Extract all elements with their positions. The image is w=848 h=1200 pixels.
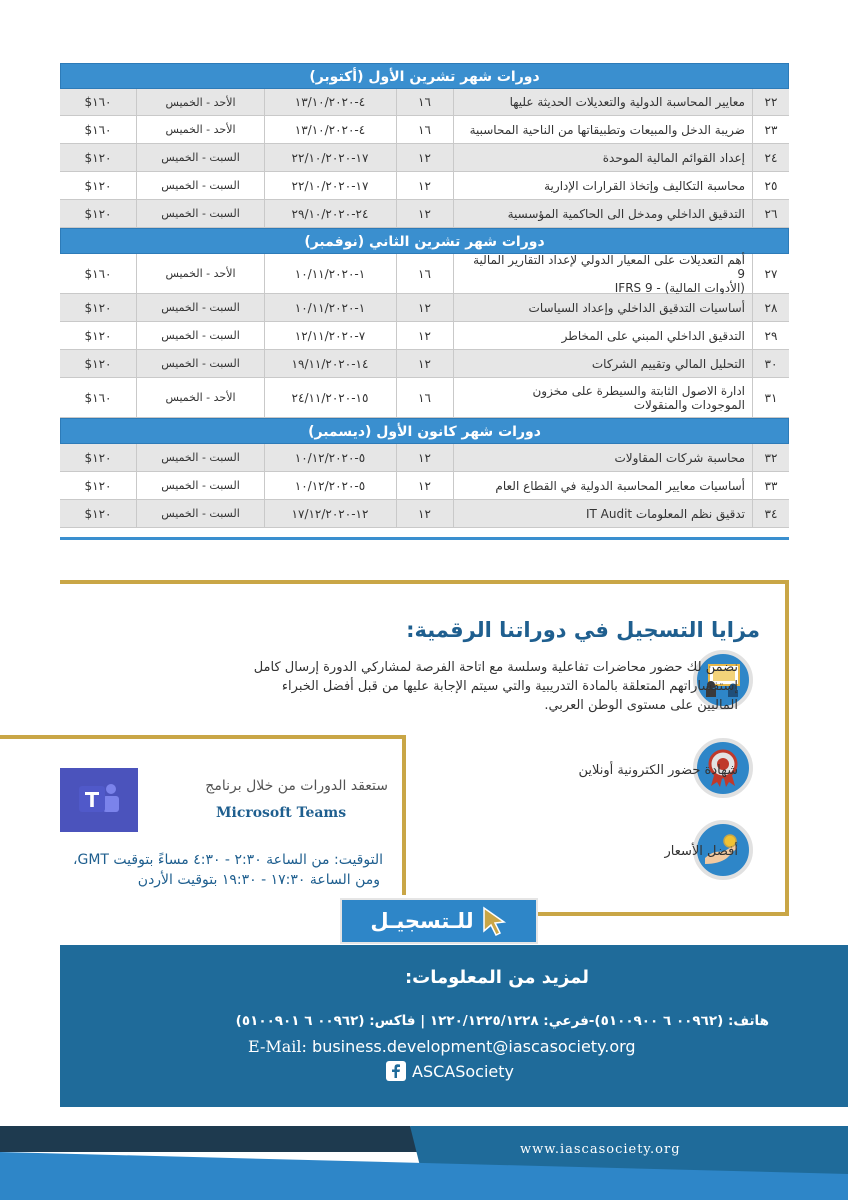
table-row xyxy=(60,200,789,228)
course-hours: ١٢ xyxy=(418,206,431,221)
website-url[interactable]: www.iascasociety.org xyxy=(520,1142,681,1157)
course-days: الأحد - الخميس xyxy=(165,123,236,136)
course-title: أساسيات معايير المحاسبة الدولية في القطاع العام xyxy=(495,478,745,493)
teams-time-gmt: التوقيت: من الساعة ٢:٣٠ - ٤:٣٠ مساءً بتوقيت GMT، xyxy=(72,852,383,868)
course-dates: ١٢-١٧/١٢/٢٠٢٠ xyxy=(291,506,369,521)
course-price: $١٦٠ xyxy=(84,390,112,405)
table-row xyxy=(60,254,789,294)
course-title-line1: ادارة الاصول الثابتة والسيطرة على مخزون xyxy=(532,383,745,398)
course-title: إعداد القوائم المالية الموحدة xyxy=(602,150,745,165)
benefit-line: الماليين على مستوى الوطن العربي. xyxy=(544,698,738,713)
table-row xyxy=(60,350,789,378)
course-dates: ١-١٠/١١/٢٠٢٠ xyxy=(294,300,366,315)
teams-program-name: Microsoft Teams xyxy=(216,805,347,821)
table-bottom-rule xyxy=(60,537,789,540)
course-title-line2: الموجودات والمنقولات xyxy=(633,397,745,412)
section-header-october: دورات شهر تشرين الأول (أكتوبر) xyxy=(60,63,789,89)
course-title-line2: (الأدوات المالية) - IFRS 9 xyxy=(614,280,745,295)
course-title: محاسبة شركات المقاولات xyxy=(614,450,745,465)
course-price: $١٦٠ xyxy=(84,122,112,137)
course-number: ٢٤ xyxy=(764,150,778,165)
course-hours: ١٦ xyxy=(418,122,431,137)
course-number: ٢٦ xyxy=(764,206,778,221)
table-row xyxy=(60,378,789,418)
course-days: السبت - الخميس xyxy=(161,479,240,492)
table-row xyxy=(60,444,789,472)
course-days: الأحد - الخميس xyxy=(165,267,236,280)
course-number: ٢٢ xyxy=(764,95,778,109)
course-price: $١٦٠ xyxy=(84,95,112,109)
table-row xyxy=(60,144,789,172)
contact-email-line xyxy=(248,1037,636,1056)
course-title xyxy=(465,254,751,293)
teams-intro: ستعقد الدورات من خلال برنامج xyxy=(205,778,388,794)
register-button[interactable] xyxy=(340,898,538,944)
contact-title: لمزيد من المعلومات: xyxy=(404,967,589,988)
course-hours: ١٦ xyxy=(418,95,431,109)
course-title: أساسيات التدقيق الداخلي وإعداد السياسات xyxy=(528,300,745,315)
course-dates: ١٤-١٩/١١/٢٠٢٠ xyxy=(291,356,369,371)
course-days: الأحد - الخميس xyxy=(165,95,236,109)
course-days: السبت - الخميس xyxy=(161,357,240,370)
facebook-handle: ASCASociety xyxy=(412,1061,514,1081)
gold-frame-top xyxy=(60,580,789,584)
course-dates: ١٧-٢٢/١٠/٢٠٢٠ xyxy=(291,178,369,193)
course-dates: ٤-١٣/١٠/٢٠٢٠ xyxy=(294,122,366,137)
course-hours: ١٢ xyxy=(418,150,431,165)
course-title: التدقيق الداخلي المبني على المخاطر xyxy=(561,328,745,343)
course-price: $١٦٠ xyxy=(84,266,112,281)
course-title xyxy=(465,378,751,417)
course-price: $١٢٠ xyxy=(84,206,112,221)
course-number: ٢٥ xyxy=(764,178,778,193)
benefit-line: إستفساراتهم المتعلقة بالمادة التدريبية والتي سيتم الإجابة عليها من قبل أفضل الخبراء xyxy=(281,679,738,694)
course-title: ضريبة الدخل والمبيعات وتطبيقاتها من الناحية المحاسبية xyxy=(469,122,745,137)
course-price: $١٢٠ xyxy=(84,328,112,343)
course-schedule-table xyxy=(60,63,789,528)
course-price: $١٢٠ xyxy=(84,450,112,465)
facebook-link[interactable] xyxy=(386,1061,514,1081)
table-row xyxy=(60,89,789,116)
course-days: السبت - الخميس xyxy=(161,301,240,314)
section-header-december: دورات شهر كانون الأول (ديسمبر) xyxy=(60,418,789,444)
course-hours: ١٢ xyxy=(418,300,431,315)
course-hours: ١٢ xyxy=(418,328,431,343)
course-number: ٣٤ xyxy=(764,506,778,521)
contact-phone: هاتف: (٠٠٩٦٢ ٦ ٥١٠٠٩٠٠)-فرعي: ١٢٢٠/١٢٢٥/١٢٢٨ | فاكس: (٠٠٩٦٢ ٦ ٥١٠٠٩٠١) xyxy=(235,1013,769,1029)
course-dates: ١٧-٢٢/١٠/٢٠٢٠ xyxy=(291,150,369,165)
course-price: $١٢٠ xyxy=(84,506,112,521)
course-dates: ٧-١٢/١١/٢٠٢٠ xyxy=(294,328,366,343)
course-days: السبت - الخميس xyxy=(161,451,240,464)
course-days: الأحد - الخميس xyxy=(165,391,236,404)
course-number: ٢٧ xyxy=(764,266,778,281)
table-row xyxy=(60,322,789,350)
course-hours: ١٢ xyxy=(418,450,431,465)
course-hours: ١٢ xyxy=(418,356,431,371)
course-dates: ٥-١٠/١٢/٢٠٢٠ xyxy=(294,478,366,493)
course-days: السبت - الخميس xyxy=(161,151,240,164)
course-dates: ٢٤-٢٩/١٠/٢٠٢٠ xyxy=(291,206,369,221)
table-row xyxy=(60,116,789,144)
table-row xyxy=(60,472,789,500)
course-number: ٣١ xyxy=(764,390,778,405)
gold-frame-bottom xyxy=(538,912,789,916)
register-label: للـتسجيـل xyxy=(370,909,474,933)
footer-band xyxy=(0,1126,848,1200)
course-price: $١٢٠ xyxy=(84,178,112,193)
table-row xyxy=(60,172,789,200)
course-price: $١٢٠ xyxy=(84,150,112,165)
email-link[interactable]: business.development@iascasociety.org xyxy=(312,1037,636,1056)
benefit-item-best-price: أفضل الأسعار xyxy=(664,844,738,859)
course-price: $١٢٠ xyxy=(84,478,112,493)
course-hours: ١٦ xyxy=(418,390,431,405)
benefit-line: نضمن لك حضور محاضرات تفاعلية وسلسة مع اتاحة الفرصة لمشاركي الدورة إرسال كامل xyxy=(253,660,738,675)
course-number: ٢٩ xyxy=(764,328,778,343)
course-dates: ٤-١٣/١٠/٢٠٢٠ xyxy=(294,95,366,109)
benefits-title: مزايا التسجيل في دوراتنا الرقمية: xyxy=(406,618,760,642)
course-dates: ١٥-٢٤/١١/٢٠٢٠ xyxy=(291,390,369,405)
teams-time-jordan: ومن الساعة ١٧:٣٠ - ١٩:٣٠ بتوقيت الأردن xyxy=(137,872,380,888)
course-number: ٣٠ xyxy=(764,356,778,371)
benefit-item-interactive xyxy=(138,658,738,715)
section-header-november: دورات شهر تشرين الثاني (نوفمبر) xyxy=(60,228,789,254)
course-number: ٣٣ xyxy=(764,478,778,493)
course-days: السبت - الخميس xyxy=(161,179,240,192)
course-hours: ١٢ xyxy=(418,506,431,521)
gold-bracket-right xyxy=(402,735,406,895)
course-hours: ١٢ xyxy=(418,178,431,193)
course-dates: ٥-١٠/١٢/٢٠٢٠ xyxy=(294,450,366,465)
email-label: E-Mail: xyxy=(248,1037,307,1056)
microsoft-teams-logo xyxy=(60,768,138,832)
course-number: ٢٣ xyxy=(764,122,778,137)
gold-frame-right xyxy=(785,580,789,916)
course-number: ٣٢ xyxy=(764,450,778,465)
course-price: $١٢٠ xyxy=(84,356,112,371)
course-price: $١٢٠ xyxy=(84,300,112,315)
course-dates: ١-١٠/١١/٢٠٢٠ xyxy=(294,266,366,281)
course-title: معايير المحاسبة الدولية والتعديلات الحديثة عليها xyxy=(509,95,745,109)
cursor-arrow-icon xyxy=(480,906,508,936)
course-hours: ١٢ xyxy=(418,478,431,493)
course-title: تدقيق نظم المعلومات IT Audit xyxy=(585,506,745,521)
course-title: التدقيق الداخلي ومدخل الى الحاكمية المؤسسية xyxy=(507,206,745,221)
course-hours: ١٦ xyxy=(418,266,431,281)
course-title-line1: أهم التعديلات على المعيار الدولي لإعداد التقارير المالية 9 xyxy=(473,252,745,281)
contact-info-band xyxy=(60,945,848,1107)
course-days: السبت - الخميس xyxy=(161,329,240,342)
course-days: السبت - الخميس xyxy=(161,507,240,520)
gold-bracket-top xyxy=(0,735,406,739)
course-title: محاسبة التكاليف وإتخاذ القرارات الإدارية xyxy=(544,178,745,193)
facebook-icon xyxy=(386,1061,406,1081)
course-days: السبت - الخميس xyxy=(161,207,240,220)
benefit-item-certificate: شهادة حضور الكترونية أونلاين xyxy=(578,763,738,778)
course-number: ٢٨ xyxy=(764,300,778,315)
table-row xyxy=(60,294,789,322)
table-row xyxy=(60,500,789,528)
course-title: التحليل المالي وتقييم الشركات xyxy=(591,356,745,371)
